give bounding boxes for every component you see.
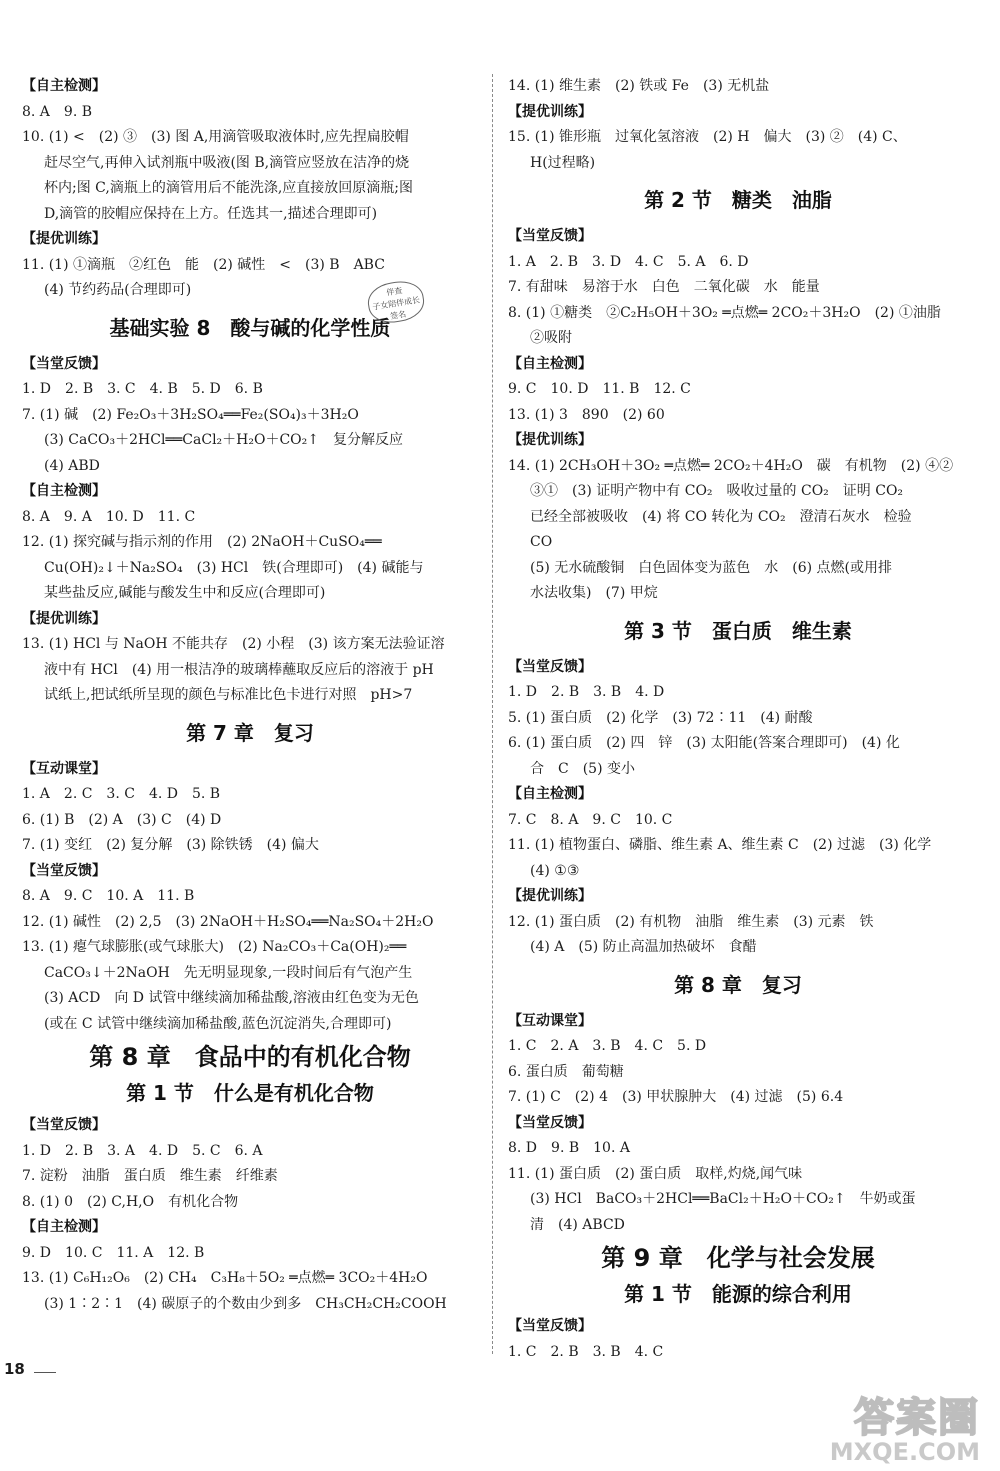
section-heading: 第 8 章 复习 — [674, 972, 802, 997]
answer-line: 8. A 9. B — [22, 103, 93, 120]
watermark-bottom: MXQE.COM — [829, 1438, 980, 1466]
stamp-line-1: 伴查 — [385, 285, 403, 298]
answer-line: 1. C 2. A 3. B 4. C 5. D — [508, 1038, 707, 1054]
answer-line: H(过程略) — [530, 154, 596, 171]
section-heading: 第 1 节 能源的综合利用 — [624, 1282, 852, 1306]
answer-line: 合 C (5) 变小 — [530, 760, 635, 777]
answer-line: 9. D 10. C 11. A 12. B — [22, 1244, 205, 1261]
answer-line: 8. (1) 0 (2) C,H,O 有机化合物 — [22, 1193, 239, 1210]
answer-line: 试纸上,把试纸所呈现的颜色与标准比色卡进行对照 pH>7 — [44, 687, 413, 703]
answer-line: CaCO₃↓＋2NaOH 先无明显现象,一段时间后有气泡产生 — [44, 964, 413, 981]
section-heading: 第 2 节 糖类 油脂 — [644, 188, 832, 212]
answer-line: 11. (1) 植物蛋白、磷脂、维生素 A、维生素 C (2) 过滤 (3) 化学 — [508, 837, 932, 853]
answer-line: (或在 C 试管中继续滴加稀盐酸,蓝色沉淀消失,合理即可) — [44, 1015, 392, 1032]
stamp-line-3: 签名 — [389, 309, 407, 322]
answer-line: 水法收集) (7) 甲烷 — [530, 585, 658, 601]
answer-line: 11. (1) 蛋白质 (2) 蛋白质 取样,灼烧,闻气味 — [508, 1165, 803, 1182]
section-label: 【自主检测】 — [22, 78, 106, 94]
answer-line: 清 (4) ABCD — [530, 1216, 625, 1233]
answer-line: 7. 淀粉 油脂 蛋白质 维生素 纤维素 — [22, 1168, 278, 1184]
answer-line: 杯内;图 C,滴瓶上的滴管用后不能洗涤,应直接放回原滴瓶;图 — [44, 180, 413, 196]
section-label: 【自主检测】 — [508, 786, 592, 802]
answer-line: 7. 有甜味 易溶于水 白色 二氧化碳 水 能量 — [508, 279, 820, 295]
section-label: 【当堂反馈】 — [508, 658, 592, 675]
answer-line: 7. (1) 碱 (2) Fe₂O₃＋3H₂SO₄══Fe₂(SO₄)₃＋3H₂O — [22, 406, 359, 423]
left-column — [22, 74, 478, 1317]
section-label: 【提优训练】 — [508, 103, 592, 120]
answer-line: (4) ABD — [44, 457, 100, 474]
section-label: 【自主检测】 — [508, 355, 592, 372]
answer-line: 7. (1) C (2) 4 (3) 甲状腺肿大 (4) 过滤 (5) 6.4 — [508, 1089, 844, 1105]
answer-line: 6. (1) B (2) A (3) C (4) D — [22, 811, 222, 828]
answer-line: (5) 无水硫酸铜 白色固体变为蓝色 水 (6) 点燃(或用排 — [530, 559, 893, 576]
chapter-heading: 第 9 章 化学与社会发展 — [601, 1244, 875, 1272]
answer-line: 15. (1) 锥形瓶 过氧化氢溶液 (2) H 偏大 (3) ② (4) C、 — [508, 129, 907, 145]
answer-line: (3) ACD 向 D 试管中继续滴加稀盐酸,溶液由红色变为无色 — [44, 990, 419, 1006]
section-heading: 第 1 节 什么是有机化合物 — [126, 1081, 374, 1105]
section-heading: 第 3 节 蛋白质 维生素 — [624, 618, 852, 643]
section-label: 【当堂反馈】 — [22, 355, 106, 372]
answer-line: 13. (1) 3 890 (2) 60 — [508, 406, 665, 423]
section-label: 【当堂反馈】 — [508, 228, 592, 244]
answer-line: Cu(OH)₂↓＋Na₂SO₄ (3) HCl 铁(合理即可) (4) 碱能与 — [44, 559, 424, 576]
section-label: 【提优训练】 — [22, 610, 106, 627]
watermark-top: 答案圈 — [854, 1395, 980, 1441]
answer-line: 14. (1) 2CH₃OH＋3O₂ ═点燃═ 2CO₂＋4H₂O 碳 有机物 (2) ④② — [508, 457, 954, 474]
answer-line: D,滴管的胶帽应保持在上方。任选其一,描述合理即可) — [44, 205, 378, 222]
answer-line: (3) CaCO₃＋2HCl══CaCl₂＋H₂O＋CO₂↑ 复分解反应 — [44, 432, 403, 448]
answer-line: 13. (1) C₆H₁₂O₆ (2) CH₄ C₃H₈＋5O₂ ═点燃═ 3CO₂＋4H₂O — [22, 1270, 428, 1286]
answer-line: 1. D 2. B 3. C 4. B 5. D 6. B — [22, 381, 263, 397]
answer-line: 某些盐反应,碱能与酸发生中和反应(合理即可) — [44, 585, 326, 601]
answer-line: (3) 1∶2∶1 (4) 碳原子的个数由少到多 CH₃CH₂CH₂COOH — [44, 1295, 447, 1312]
answer-line: 1. A 2. B 3. D 4. C 5. A 6. D — [508, 253, 749, 270]
answer-line: 7. (1) 变红 (2) 复分解 (3) 除铁锈 (4) 偏大 — [22, 837, 319, 853]
answer-line: (3) HCl BaCO₃＋2HCl══BaCl₂＋H₂O＋CO₂↑ 牛奶或蛋 — [530, 1191, 916, 1207]
answer-line: 1. C 2. B 3. B 4. C — [508, 1343, 664, 1360]
answer-line: 7. C 8. A 9. C 10. C — [508, 811, 673, 828]
answer-line: (4) 节约药品(合理即可) — [44, 282, 192, 298]
answer-line: 12. (1) 蛋白质 (2) 有机物 油脂 维生素 (3) 元素 铁 — [508, 913, 874, 930]
stamp-line-2: 子女陪伴成长 — [371, 295, 421, 312]
answer-line: 6. 蛋白质 葡萄糖 — [508, 1063, 624, 1080]
answer-line: 1. D 2. B 3. A 4. D 5. C 6. A — [22, 1142, 263, 1159]
answer-line: 14. (1) 维生素 (2) 铁或 Fe (3) 无机盐 — [508, 78, 770, 94]
section-label: 【提优训练】 — [508, 432, 592, 448]
answer-line: 9. C 10. D 11. B 12. C — [508, 381, 691, 397]
right-column — [508, 74, 968, 1365]
answer-line: 8. D 9. B 10. A — [508, 1140, 630, 1156]
answer-line: 8. A 9. A 10. D 11. C — [22, 508, 196, 525]
answer-line: 赶尽空气,再伸入试剂瓶中吸液(图 B,滴管应竖放在洁净的烧 — [44, 154, 410, 171]
answer-line: CO — [530, 534, 553, 550]
answer-line: 已经全部被吸收 (4) 将 CO 转化为 CO₂ 澄清石灰水 检验 — [530, 508, 912, 525]
chapter-heading: 第 8 章 食品中的有机化合物 — [89, 1043, 411, 1071]
section-heading: 第 7 章 复习 — [186, 720, 314, 745]
section-label: 【当堂反馈】 — [508, 1318, 592, 1334]
answer-line: 11. (1) ①滴瓶 ②红色 能 (2) 碱性 < (3) B ABC — [22, 256, 385, 273]
answer-line: 13. (1) 瘪气球膨胀(或气球胀大) (2) Na₂CO₃＋Ca(OH)₂══ — [22, 939, 407, 955]
section-label: 【提优训练】 — [508, 888, 592, 904]
section-label: 【当堂反馈】 — [508, 1114, 592, 1131]
answer-line: 13. (1) HCl 与 NaOH 不能共存 (2) 小程 (3) 该方案无法验证溶 — [22, 636, 445, 652]
answer-line: 5. (1) 蛋白质 (2) 化学 (3) 72∶11 (4) 耐酸 — [508, 709, 813, 726]
answer-line: (4) ①③ — [530, 862, 580, 879]
answer-line: ②吸附 — [530, 330, 572, 346]
page-number-rule — [34, 1372, 56, 1373]
section-label: 【提优训练】 — [22, 231, 106, 247]
answer-line: 液中有 HCl (4) 用一根洁净的玻璃棒蘸取反应后的溶液于 pH — [44, 661, 434, 678]
section-label: 【互动课堂】 — [22, 760, 106, 777]
answer-line: 8. (1) ①糖类 ②C₂H₅OH＋3O₂ ═点燃═ 2CO₂＋3H₂O (2) ①油脂 — [508, 304, 941, 321]
section-label: 【自主检测】 — [22, 483, 106, 499]
answer-line: (4) A (5) 防止高温加热破坏 食醋 — [530, 939, 757, 955]
section-label: 【当堂反馈】 — [22, 1117, 106, 1133]
answer-line: 6. (1) 蛋白质 (2) 四 锌 (3) 太阳能(答案合理即可) (4) 化 — [508, 735, 900, 751]
answer-line: 1. D 2. B 3. B 4. D — [508, 684, 665, 700]
answer-line: 8. A 9. C 10. A 11. B — [22, 888, 195, 904]
answer-line: 1. A 2. C 3. C 4. D 5. B — [22, 786, 221, 802]
answer-line: ③① (3) 证明产物中有 CO₂ 吸收过量的 CO₂ 证明 CO₂ — [530, 483, 904, 499]
answer-line: 12. (1) 探究碱与指示剂的作用 (2) 2NaOH＋CuSO₄══ — [22, 534, 382, 550]
section-label: 【互动课堂】 — [508, 1012, 592, 1029]
column-divider — [492, 74, 493, 1354]
answer-line: 10. (1) < (2) ③ (3) 图 A,用滴管吸取液体时,应先捏扁胶帽 — [22, 129, 409, 145]
page-number: 18 — [4, 1360, 25, 1378]
section-label: 【自主检测】 — [22, 1219, 106, 1235]
answer-line: 12. (1) 碱性 (2) 2,5 (3) 2NaOH＋H₂SO₄══Na₂SO₄＋2H₂O — [22, 913, 434, 930]
watermark-logo — [812, 1378, 982, 1468]
section-heading: 基础实验 8 酸与碱的化学性质 — [109, 315, 391, 340]
section-label: 【当堂反馈】 — [22, 862, 106, 879]
